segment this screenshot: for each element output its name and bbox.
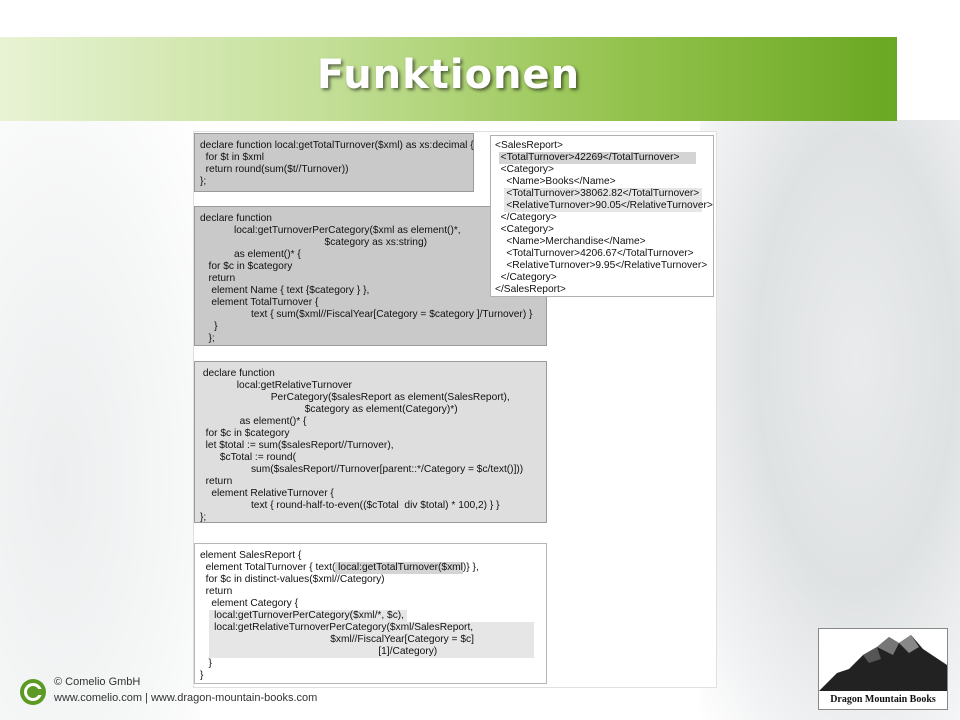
code-block-relative-turnover — [194, 361, 547, 523]
code-line: declare function local:getTotalTurnover($xml) as xs:decimal { — [200, 140, 474, 151]
xml-line: <TotalTurnover>4206.67</TotalTurnover> — [495, 248, 694, 259]
code-line: as element()* { — [200, 416, 307, 427]
code-line: local:getRelativeTurnoverPerCategory($xml/SalesReport, — [200, 622, 474, 633]
dragon-mountain-books-logo — [818, 628, 948, 710]
xml-line: <SalesReport> — [495, 140, 563, 151]
code-line: return — [200, 273, 236, 284]
code-line: element Name { text {$category } }, — [200, 285, 370, 296]
code-line: for $t in $xml — [200, 152, 264, 163]
code-line: local:getTurnoverPerCategory($xml/*, $c), — [200, 610, 405, 621]
code-line: declare function — [200, 213, 272, 224]
xml-line: </SalesReport> — [495, 284, 566, 295]
code-line: for $c in $category — [200, 428, 290, 439]
code-line: PerCategory($salesReport as element(SalesReport), — [200, 392, 510, 403]
background-texture-left — [0, 120, 200, 720]
xml-line: <Name>Books</Name> — [495, 176, 616, 187]
footer-copyright: © Comelio GmbH — [54, 676, 141, 688]
xml-line: <Name>Merchandise</Name> — [495, 236, 646, 247]
xml-line: <RelativeTurnover>90.05</RelativeTurnover> — [495, 200, 713, 211]
code-line: return — [200, 586, 233, 597]
code-line: $cTotal := round( — [200, 452, 296, 463]
code-line: for $c in $category — [200, 261, 293, 272]
code-line: element Category { — [200, 598, 298, 609]
code-line: text { sum($xml//FiscalYear[Category = $category ]/Turnover) } — [200, 309, 533, 320]
code-line: }; — [200, 176, 207, 187]
code-line: sum($salesReport//Turnover[parent::*/Category = $c/text()])) — [200, 464, 524, 475]
code-block-sales-report — [194, 543, 547, 684]
code-line: return — [200, 476, 233, 487]
footer-links[interactable]: www.comelio.com | www.dragon-mountain-books.com — [54, 692, 318, 704]
code-line: for $c in distinct-values($xml//Category) — [200, 574, 385, 585]
xml-line: </Category> — [495, 272, 557, 283]
brand-label: Dragon Mountain Books — [830, 694, 936, 705]
code-line: $xml//FiscalYear[Category = $c] — [200, 634, 474, 645]
xml-line: <Category> — [495, 164, 554, 175]
code-line: element RelativeTurnover { — [200, 488, 334, 499]
code-line: return round(sum($t//Turnover)) — [200, 164, 349, 175]
mountain-icon — [819, 629, 947, 691]
code-line: as element()* { — [200, 249, 301, 260]
code-line: local:getRelativeTurnover — [200, 380, 352, 391]
code-line: } — [200, 321, 218, 332]
code-line: let $total := sum($salesReport//Turnover), — [200, 440, 394, 451]
comelio-logo-icon — [19, 678, 47, 706]
code-line: element SalesReport { — [200, 550, 302, 561]
code-line: }; — [200, 512, 207, 523]
xml-line: <TotalTurnover>38062.82</TotalTurnover> — [495, 188, 700, 199]
code-line: text { round-half-to-even(($cTotal div $total) * 100,2) } } — [200, 500, 500, 511]
code-line: [1]/Category) — [200, 646, 438, 657]
code-line: $category as element(Category)*) — [200, 404, 458, 415]
xml-output-box — [490, 135, 714, 297]
xml-line: </Category> — [495, 212, 557, 223]
xml-line: <Category> — [495, 224, 554, 235]
xml-line: <TotalTurnover>42269</TotalTurnover> — [495, 152, 680, 163]
code-block-get-total-turnover — [194, 133, 474, 192]
code-line: } — [200, 658, 212, 669]
code-line: element TotalTurnover { — [200, 297, 319, 308]
code-line: } — [200, 670, 204, 681]
xml-line: <RelativeTurnover>9.95</RelativeTurnover> — [495, 260, 708, 271]
slide-title: Funktionen — [316, 52, 581, 98]
code-line: local:getTurnoverPerCategory($xml as element()*, — [200, 225, 461, 236]
code-line: $category as xs:string) — [200, 237, 428, 248]
code-line: declare function — [200, 368, 275, 379]
code-line: }; — [200, 333, 215, 344]
code-line: element TotalTurnover { text( local:getTotalTurnover($xml)} }, — [200, 562, 479, 573]
